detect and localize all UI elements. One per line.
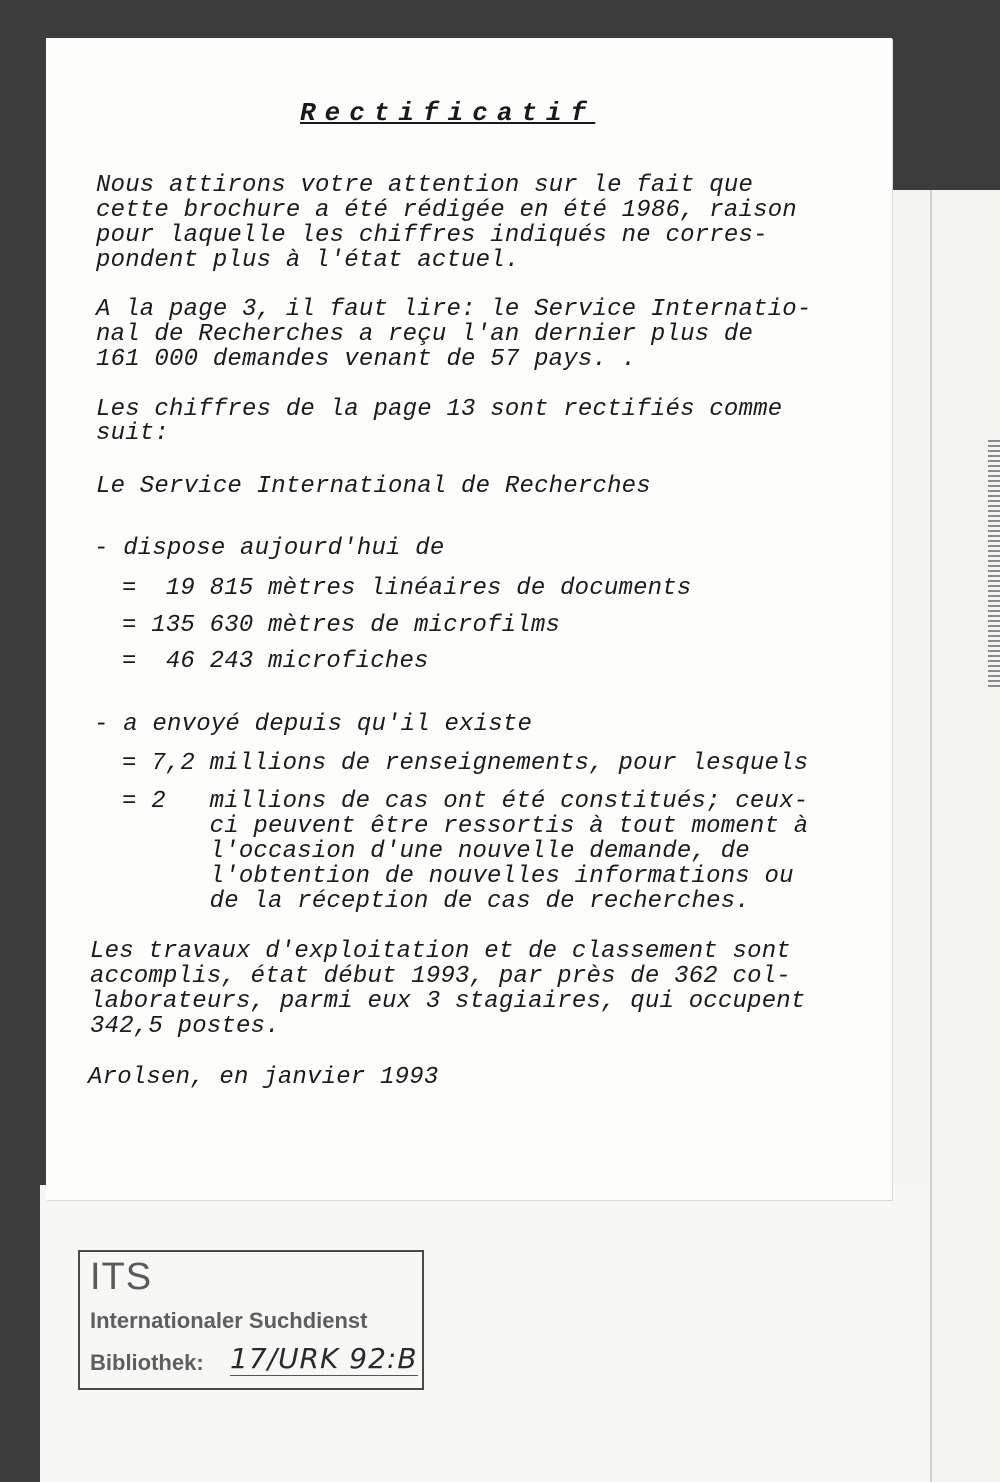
paragraph-line: pondent plus à l'état actuel. bbox=[96, 247, 520, 274]
paragraph-line: 342,5 postes. bbox=[90, 1013, 280, 1040]
stamp-shelfmark: 17/URK 92:B bbox=[230, 1342, 418, 1375]
list-item-continuation: de la réception de cas de recherches. bbox=[122, 888, 750, 915]
list-item: = 46 243 microfiches bbox=[122, 648, 429, 675]
list-item: = 2 millions de cas ont été constitués; ceux- bbox=[122, 788, 809, 815]
section-heading: - dispose aujourd'hui de bbox=[94, 535, 445, 562]
service-heading: Le Service International de Recherches bbox=[96, 473, 651, 500]
document-title: Rectificatif bbox=[300, 98, 596, 128]
stamp-library-label: Bibliothek: bbox=[90, 1350, 204, 1375]
paragraph-line: suit: bbox=[96, 420, 170, 447]
paragraph-line: pour laquelle les chiffres indiqués ne corres- bbox=[96, 222, 768, 249]
stamp-organization: Internationaler Suchdienst bbox=[90, 1308, 368, 1333]
list-item-continuation: ci peuvent être ressortis à tout moment à bbox=[122, 813, 809, 840]
paragraph-line: A la page 3, il faut lire: le Service Internatio- bbox=[96, 296, 812, 323]
stamp-its: ITS bbox=[90, 1256, 153, 1298]
paragraph-line: Les travaux d'exploitation et de classement sont bbox=[90, 938, 791, 965]
list-item: = 7,2 millions de renseignements, pour lesquels bbox=[122, 750, 809, 777]
paragraph-line: Les chiffres de la page 13 sont rectifiés comme bbox=[96, 396, 783, 423]
paragraph-line: nal de Recherches a reçu l'an dernier plus de bbox=[96, 321, 754, 348]
list-item: = 135 630 mètres de microfilms bbox=[122, 612, 561, 639]
paragraph-line: cette brochure a été rédigée en été 1986, raison bbox=[96, 197, 797, 224]
list-item: = 19 815 mètres linéaires de documents bbox=[122, 575, 692, 602]
closing-line: Arolsen, en janvier 1993 bbox=[88, 1064, 439, 1091]
page-fold bbox=[930, 190, 932, 1482]
paragraph-line: accomplis, état début 1993, par près de 362 col- bbox=[90, 963, 791, 990]
paragraph-line: 161 000 demandes venant de 57 pays. . bbox=[96, 346, 637, 373]
page-edge-marks bbox=[988, 440, 1000, 690]
list-item-continuation: l'obtention de nouvelles informations ou bbox=[122, 863, 794, 890]
list-item-continuation: l'occasion d'une nouvelle demande, de bbox=[122, 838, 750, 865]
paragraph-line: Nous attirons votre attention sur le fait que bbox=[96, 172, 754, 199]
library-stamp bbox=[78, 1250, 424, 1390]
section-heading: - a envoyé depuis qu'il existe bbox=[94, 711, 533, 738]
paragraph-line: laborateurs, parmi eux 3 stagiaires, qui occupent bbox=[90, 988, 806, 1015]
